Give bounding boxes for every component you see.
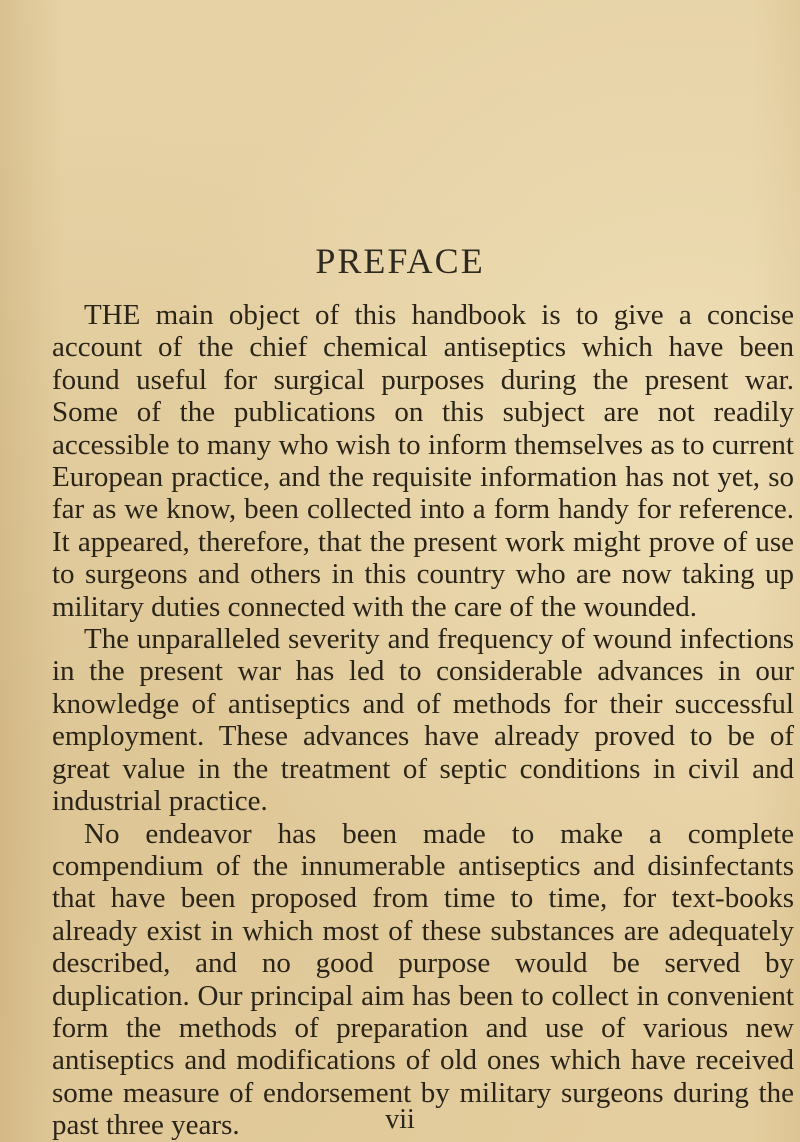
paragraph-2: The unparalleled severity and frequency of wound infections in the present war has led to considerable advances in our knowledge of antiseptics and of methods for their successful employment. These advances have already proved to be of great value in the treatment of septic conditions in civil and industrial practice. <box>52 623 794 818</box>
paragraph-1: THE main object of this handbook is to give a concise account of the chief chemical antiseptics which have been found useful for surgical purposes during the present war. Some of the publications on this subject are not readily accessible to many who wish to inform themselves as to current European practice, and the requisite information has not yet, so far as we know, been collected into a form handy for reference. It appeared, therefore, that the present work might prove of use to surgeons and others in this country who are now taking up military duties connected with the care of the wounded. <box>52 299 794 623</box>
page-title: PREFACE <box>315 241 485 281</box>
preface-body <box>52 299 794 1142</box>
paragraph-3: No endeavor has been made to make a complete compendium of the innumerable antiseptics and disinfectants that have been proposed from time to time, for text-books already exist in which most of these substances are adequately described, and no good purpose would be served by duplication. Our principal aim has been to collect in convenient form the methods of preparation and use of various new antiseptics and modifications of old ones which have received some measure of endorsement by military surgeons during the past three years. <box>52 817 794 1142</box>
page-number: vii <box>385 1104 415 1135</box>
